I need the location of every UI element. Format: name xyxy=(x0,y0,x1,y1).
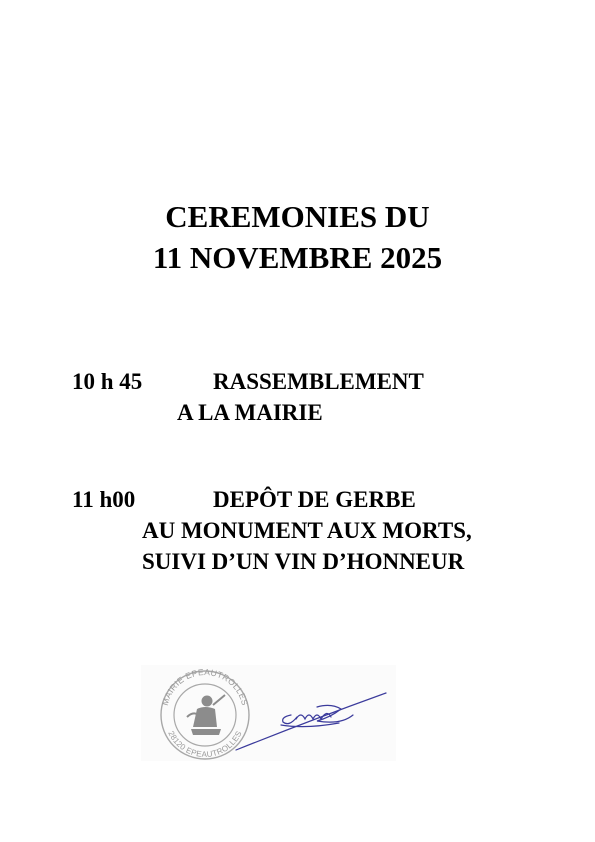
event-1-line-2: A LA MAIRIE xyxy=(177,400,323,425)
event-1-line-1: RASSEMBLEMENT xyxy=(213,369,424,394)
event-2-line-3: SUIVI D’UN VIN D’HONNEUR xyxy=(142,549,465,574)
stamp-bottom-text: 28120 EPEAUTROLLES xyxy=(166,729,244,760)
title-line-2: 11 NOVEMBRE 2025 xyxy=(152,240,443,275)
stamp-and-signature xyxy=(141,665,396,761)
marianne-emblem-icon xyxy=(187,695,225,735)
mairie-stamp xyxy=(160,667,250,759)
handwritten-signature xyxy=(236,693,386,750)
event-2-line-1: DEPÔT DE GERBE xyxy=(213,487,416,512)
title-line-1: CEREMONIES DU xyxy=(165,199,430,234)
stamp-top-text: MAIRIE EPEAUTROLLES xyxy=(159,666,251,707)
stamp-svg xyxy=(141,665,396,761)
event-2-line-2: AU MONUMENT AUX MORTS, xyxy=(142,518,472,543)
event-1-time: 10 h 45 xyxy=(72,369,143,394)
event-2-time: 11 h00 xyxy=(72,487,136,512)
